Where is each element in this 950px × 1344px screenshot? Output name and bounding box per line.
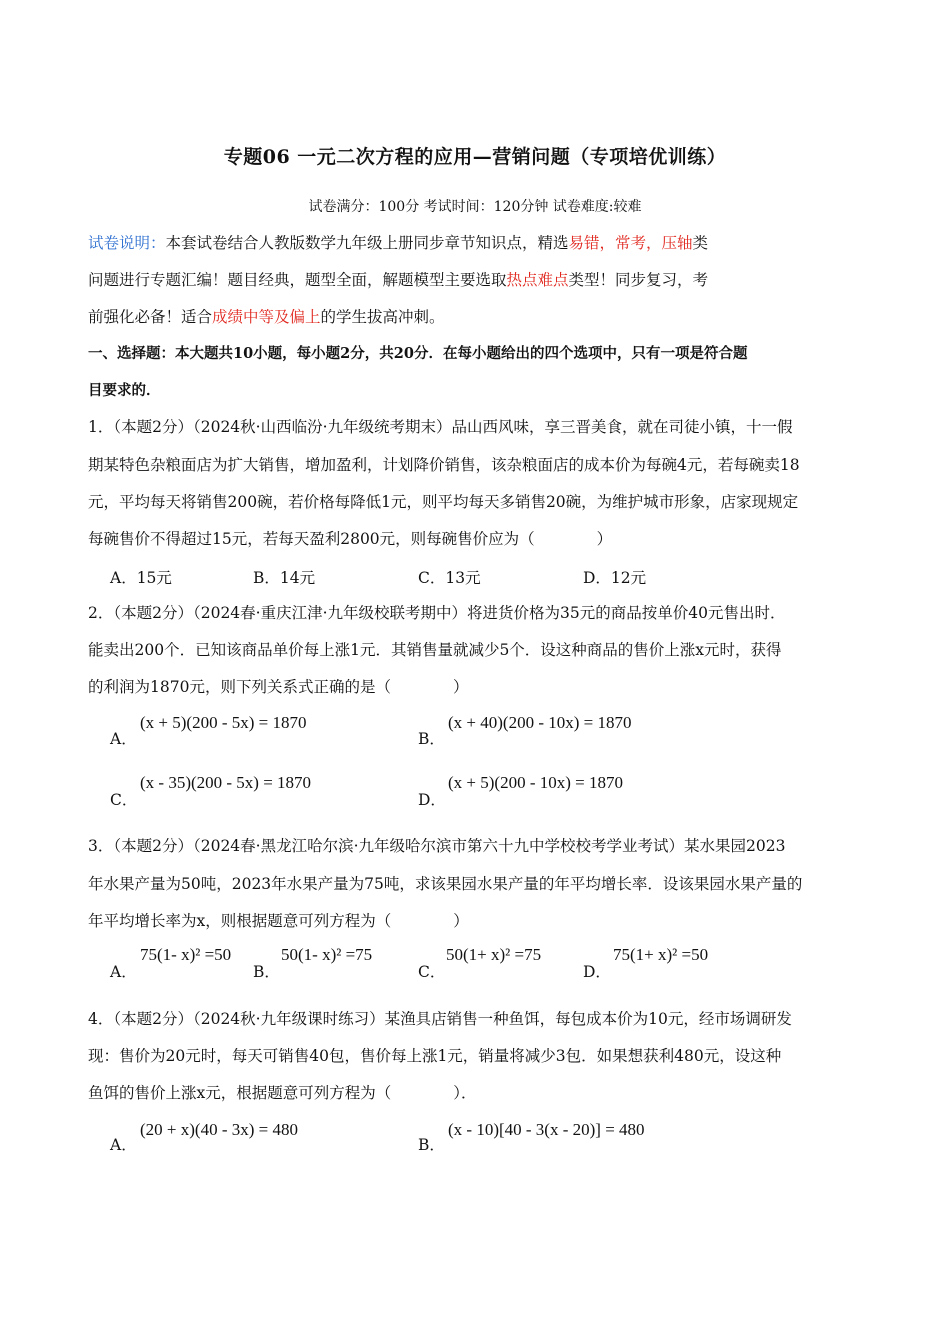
q2-equation-d: (x + 5)(200 - 10x) = 1870	[448, 773, 623, 792]
q1-line-1: 1．（本题2分）（2024秋·山西临汾·九年级统考期末）品山西风味，享三晋美食，就在司徒小镇，十一假	[88, 418, 793, 436]
q2-option-c[interactable]: C．	[110, 791, 138, 809]
q1-line-2: 期某特色杂粮面店为扩大销售，增加盈利，计划降价销售，该杂粮面店的成本价为每碗4元，若每碗卖18	[88, 456, 800, 474]
intro-line-3: 前强化必备！适合成绩中等及偏上的学生拔高冲刺。	[88, 308, 445, 326]
q1-option-b[interactable]: B．14元	[253, 569, 316, 587]
q3-line-3: 年平均增长率为x，则根据题意可列方程为（ ）	[88, 912, 469, 930]
q1-line-4: 每碗售价不得超过15元，若每天盈利2800元，则每碗售价应为（ ）	[88, 530, 613, 548]
q4-line-3: 鱼饵的售价上涨x元，根据题意可列方程为（ ）．	[88, 1084, 477, 1102]
q4-line-2: 现：售价为20元时，每天可销售40包，售价每上涨1元，销量将减少3包．如果想获利480元，设这种	[88, 1047, 782, 1065]
q2-option-b[interactable]: B．	[418, 730, 445, 748]
q4-equation-a: (20 + x)(40 - 3x) = 480	[140, 1120, 298, 1139]
q3-option-d[interactable]: D．	[583, 963, 611, 981]
q1-line-3: 元，平均每天将销售200碗，若价格每降低1元，则平均每天多销售20碗，为维护城市形象，店家现规定	[88, 493, 799, 511]
q3-option-b[interactable]: B．	[253, 963, 280, 981]
q3-equation-d: 75(1+ x)² =50	[613, 945, 709, 964]
q3-option-a[interactable]: A．	[110, 963, 137, 981]
q3-equation-c: 50(1+ x)² =75	[446, 945, 542, 964]
q2-equation-b: (x + 40)(200 - 10x) = 1870	[448, 713, 632, 732]
intro-highlight-1: 易错，常考，压轴	[568, 234, 693, 252]
intro-line-2: 问题进行专题汇编！题目经典，题型全面，解题模型主要选取热点难点类型！同步复习，考	[88, 271, 709, 289]
q3-equation-b: 50(1- x)² =75	[281, 945, 373, 964]
page-title: 专题06 一元二次方程的应用—营销问题（专项培优训练）	[223, 146, 727, 168]
q1-option-a[interactable]: A．15元	[110, 569, 172, 587]
q2-option-d[interactable]: D．	[418, 791, 446, 809]
section-heading-line-2: 目要求的．	[88, 382, 161, 399]
section-heading-line-1: 一、选择题：本大题共10小题，每小题2分，共20分．在每小题给出的四个选项中，只有一项是符合题	[88, 345, 748, 362]
q3-line-1: 3．（本题2分）（2024春·黑龙江哈尔滨·九年级哈尔滨市第六十九中学校校考学业考试）某水果园2023	[88, 837, 786, 855]
q2-line-3: 的利润为1870元，则下列关系式正确的是（ ）	[88, 678, 469, 696]
q3-equation-a: 75(1- x)² =50	[140, 945, 232, 964]
q2-equation-c: (x - 35)(200 - 5x) = 1870	[140, 773, 312, 792]
q4-line-1: 4．（本题2分）（2024秋·九年级课时练习）某渔具店销售一种鱼饵，每包成本价为10元，经市场调研发	[88, 1010, 792, 1028]
intro-line-1: 试卷说明：本套试卷结合人教版数学九年级上册同步章节知识点，精选易错，常考，压轴类	[88, 234, 709, 252]
q3-option-c[interactable]: C．	[418, 963, 446, 981]
q2-line-1: 2．（本题2分）（2024春·重庆江津·九年级校联考期中）将进货价格为35元的商品按单价40元售出时．	[88, 604, 786, 622]
q1-option-c[interactable]: C．13元	[418, 569, 481, 587]
q4-option-a[interactable]: A．	[110, 1136, 137, 1154]
intro-highlight-3: 成绩中等及偏上	[212, 308, 321, 326]
intro-highlight-2: 热点难点	[506, 271, 569, 289]
q4-option-b[interactable]: B．	[418, 1136, 445, 1154]
q1-option-d[interactable]: D．12元	[583, 569, 647, 587]
q2-option-a[interactable]: A．	[110, 730, 137, 748]
exam-meta: 试卷满分：100分 考试时间：120分钟 试卷难度:较难	[308, 199, 642, 215]
q2-equation-a: (x + 5)(200 - 5x) = 1870	[140, 713, 307, 732]
q3-line-2: 年水果产量为50吨，2023年水果产量为75吨，求该果园水果产量的年平均增长率．设该果园水果产量的	[88, 875, 803, 893]
intro-label: 试卷说明：	[88, 234, 166, 252]
q2-line-2: 能卖出200个．已知该商品单价每上涨1元．其销售量就减少5个．设这种商品的售价上涨x元时，获得	[88, 641, 782, 659]
q4-equation-b: (x - 10)[40 - 3(x - 20)] = 480	[448, 1120, 645, 1139]
